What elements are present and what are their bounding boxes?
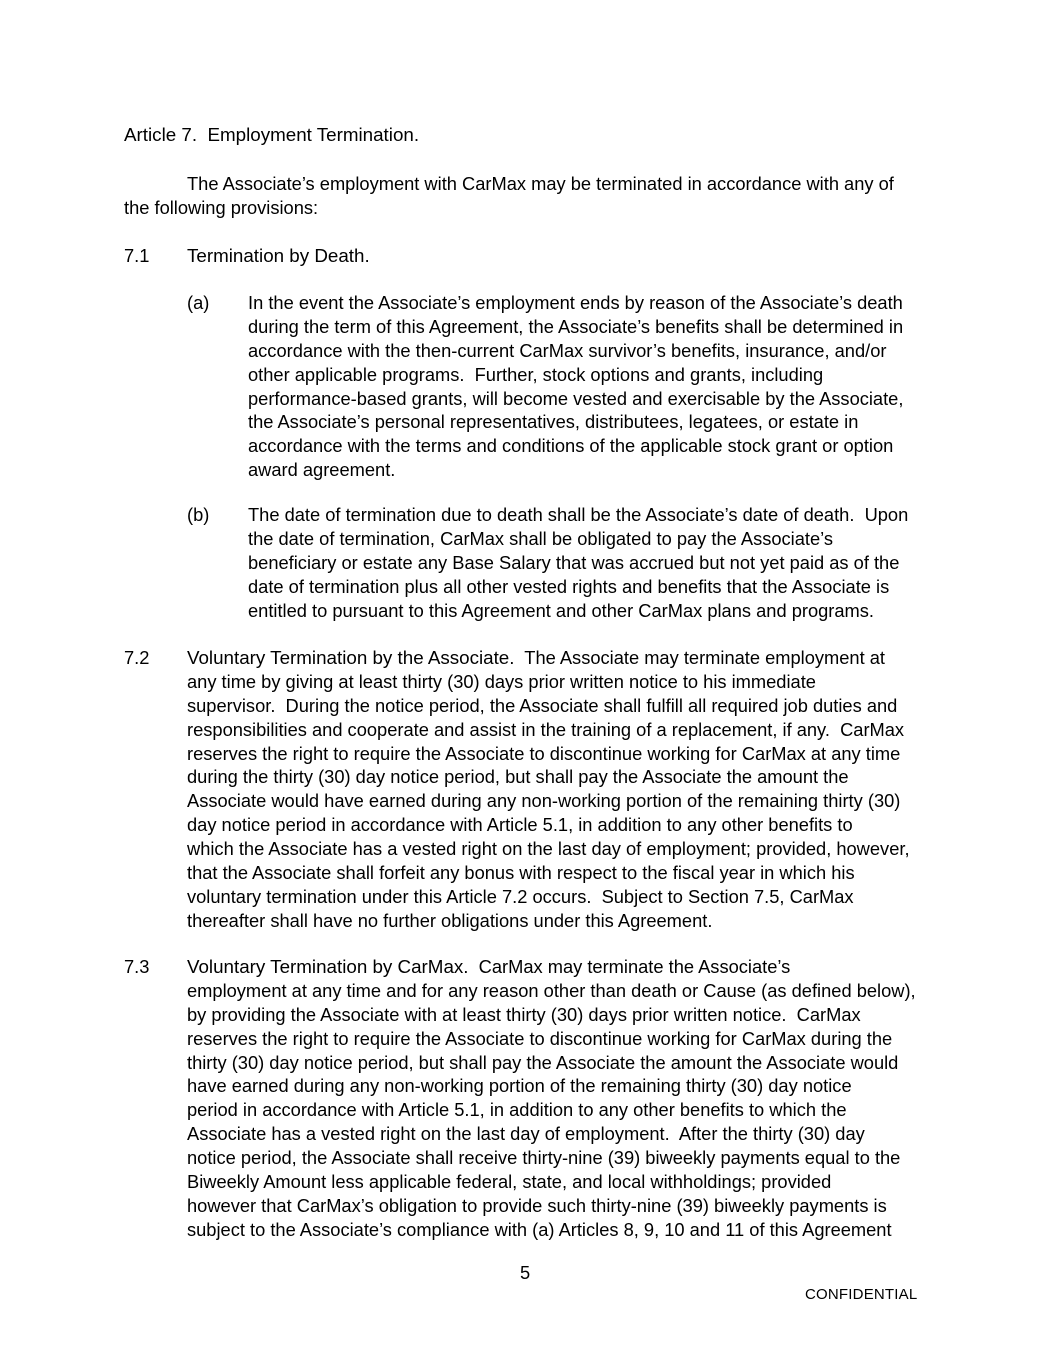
paragraph-line: that the Associate shall forfeit any bonus with respect to the fiscal year in which his — [187, 862, 855, 884]
paragraph-line: notice period, the Associate shall receive thirty-nine (39) biweekly payments equal to the — [187, 1147, 901, 1169]
paragraph-line: The date of termination due to death shall be the Associate’s date of death. Upon — [248, 504, 909, 525]
section-paragraph — [187, 646, 910, 933]
item-paragraph — [248, 291, 903, 482]
paragraph-line: CarMax may terminate the Associate’s — [468, 956, 791, 977]
paragraph-line: period in accordance with Article 5.1, in addition to any other benefits to which the — [187, 1099, 847, 1121]
section-number: 7.3 — [124, 956, 150, 977]
paragraph-line: date of termination plus all other vested rights and benefits that the Associate is — [248, 575, 890, 597]
section-number: 7.1 — [124, 245, 150, 266]
paragraph-line: entitled to pursuant to this Agreement and other CarMax plans and programs. — [248, 599, 874, 621]
paragraph-line: Associate would have earned during any non-working portion of the remaining thirty (30) — [187, 790, 901, 812]
page-number: 5 — [520, 1262, 531, 1283]
intro-line: the following provisions: — [124, 196, 319, 218]
paragraph-line: subject to the Associate’s compliance with (a) Articles 8, 9, 10 and 11 of this Agreement — [187, 1218, 892, 1240]
paragraph-line: other applicable programs. Further, stock options and grants, including — [248, 363, 824, 385]
section-title: Voluntary Termination by CarMax. — [187, 956, 469, 977]
paragraph-line: performance-based grants, will become vested and exercisable by the Associate, — [248, 387, 904, 409]
confidential-marking: CONFIDENTIAL — [805, 1286, 918, 1303]
paragraph-line: reserves the right to require the Associate to discontinue working for CarMax during the — [187, 1027, 893, 1049]
paragraph-line: Biweekly Amount less applicable federal, state, and local withholdings; provided — [187, 1171, 832, 1193]
paragraph-line: supervisor. During the notice period, the Associate shall fulfill all required job duties and — [187, 694, 898, 716]
section-number: 7.2 — [124, 647, 150, 668]
paragraph-line: which the Associate has a vested right on the last day of employment; provided, however, — [187, 838, 910, 860]
paragraph-line: The Associate may terminate employment at — [514, 647, 886, 668]
item-label: (b) — [187, 504, 210, 525]
section-title: Voluntary Termination by the Associate. — [187, 647, 515, 668]
section-title: Termination by Death. — [187, 245, 370, 266]
paragraph-line: the Associate’s personal representatives, distributees, legatees, or estate in — [248, 411, 859, 433]
intro-line: The Associate’s employment with CarMax may be terminated in accordance with any of — [187, 173, 894, 194]
paragraph-line: reserves the right to require the Associate to discontinue working for CarMax at any time — [187, 742, 901, 764]
paragraph-line: by providing the Associate with at least thirty (30) days prior written notice. CarMax — [187, 1003, 861, 1025]
paragraph-first-line — [187, 955, 916, 979]
paragraph-line: accordance with the then-current CarMax survivor’s benefits, insurance, and/or — [248, 339, 887, 361]
paragraph-line: employment at any time and for any reason other than death or Cause (as defined below), — [187, 979, 916, 1001]
paragraph-line: have earned during any non-working portion of the remaining thirty (30) day notice — [187, 1075, 852, 1097]
paragraph-line: accordance with the terms and conditions of the applicable stock grant or option — [248, 435, 894, 457]
paragraph-line: award agreement. — [248, 459, 396, 481]
paragraph-line: the date of termination, CarMax shall be obligated to pay the Associate’s — [248, 527, 834, 549]
paragraph-line: voluntary termination under this Article 7.2 occurs. Subject to Section 7.5, CarMax — [187, 885, 854, 907]
item-paragraph — [248, 503, 908, 622]
intro-paragraph — [124, 172, 894, 220]
paragraph-line: responsibilities and cooperate and assist in the training of a replacement, if any. CarMax — [187, 718, 905, 740]
section-paragraph — [187, 955, 916, 1242]
paragraph-line: In the event the Associate’s employment ends by reason of the Associate’s death — [248, 292, 903, 313]
paragraph-line: beneficiary or estate any Base Salary that was accrued but not yet paid as of the — [248, 551, 900, 573]
paragraph-line: day notice period in accordance with Article 5.1, in addition to any other benefits to — [187, 814, 853, 836]
paragraph-line: thereafter shall have no further obligations under this Agreement. — [187, 909, 713, 931]
paragraph-line: Associate has a vested right on the last day of employment. After the thirty (30) day — [187, 1123, 865, 1145]
paragraph-line: however that CarMax’s obligation to provide such thirty-nine (39) biweekly payments is — [187, 1194, 887, 1216]
paragraph-line: during the term of this Agreement, the Associate’s benefits shall be determined in — [248, 315, 904, 337]
item-label: (a) — [187, 292, 210, 313]
paragraph-line: thirty (30) day notice period, but shall pay the Associate the amount the Associate would — [187, 1051, 899, 1073]
article-heading: Article 7. Employment Termination. — [124, 124, 420, 145]
paragraph-line: any time by giving at least thirty (30) days prior written notice to his immediate — [187, 670, 816, 692]
paragraph-line: during the thirty (30) day notice period, but shall pay the Associate the amount the — [187, 766, 849, 788]
paragraph-first-line — [187, 646, 910, 670]
